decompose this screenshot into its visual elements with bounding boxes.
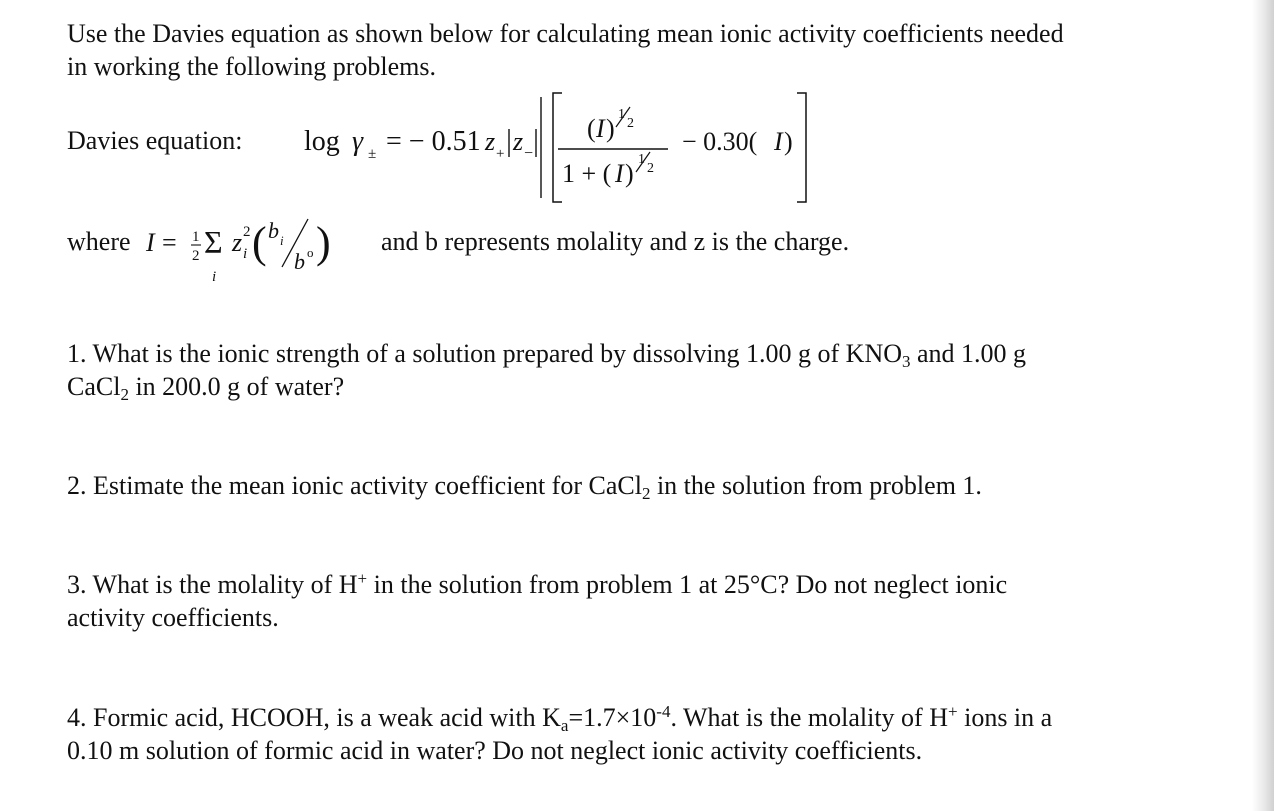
question-1-line-2-cont: in 200.0 g of water? [128,372,345,401]
intro-line-1: Use the Davies equation as shown below for calculating mean ionic activity coefficients needed [67,19,1064,48]
question-4-subscript: a [560,716,569,735]
question-4-text-mid-2: . What is the molality of H [670,703,948,732]
svg-text:1: 1 [192,229,200,245]
intro-paragraph [67,17,1064,83]
svg-text:i: i [280,233,284,248]
question-2-text-cont: in the solution from problem 1. [650,471,982,500]
svg-text:±: ± [368,146,377,162]
question-3-line-2: activity coefficients. [67,603,279,632]
question-1-subscript: 3 [902,352,911,371]
svg-text:− 0.30(: − 0.30( [682,127,758,156]
svg-text:i: i [243,246,248,262]
question-4-text-mid: =1.7×10 [568,703,657,732]
svg-text:): ) [625,159,634,188]
question-1-text: 1. What is the ionic strength of a solution prepared by dissolving 1.00 g of KNO [67,339,903,368]
svg-text:i: i [212,269,217,285]
question-4 [67,701,1052,767]
question-2-text: 2. Estimate the mean ionic activity coefficient for CaCl [67,471,642,500]
svg-text:): ) [784,127,793,156]
svg-text:b: b [268,218,279,243]
question-4-exponent: -4 [656,702,671,721]
svg-text:−: − [524,145,534,162]
svg-text:=: = [162,228,177,257]
ionic-strength-formula [142,205,377,287]
svg-text:+: + [496,146,505,162]
svg-text:I: I [146,228,155,257]
davies-equation-label: Davies equation: [67,126,243,155]
svg-text:(: ( [587,114,596,143]
svg-text:1 + (: 1 + ( [562,159,612,188]
svg-text:log: log [304,126,340,157]
svg-text:2: 2 [243,224,251,240]
svg-text:1: 1 [618,107,625,122]
svg-text:): ) [606,114,615,143]
where-label: where [67,227,131,256]
svg-text:(: ( [252,218,267,267]
question-4-text-cont: ions in a [957,703,1053,732]
svg-text:): ) [316,218,331,267]
svg-text:2: 2 [627,116,634,131]
question-3 [67,568,1007,634]
question-1 [67,337,1026,403]
svg-text:Σ: Σ [204,224,223,260]
svg-text:1: 1 [638,152,645,167]
svg-text:I: I [615,159,624,188]
svg-text:I: I [596,114,605,143]
svg-text:2: 2 [192,248,200,264]
question-3-superscript: + [357,569,368,588]
question-2-subscript: 2 [641,484,651,503]
davies-equation-formula [300,85,815,205]
question-1-line-2: CaCl [67,372,121,401]
question-4-superscript: + [948,702,958,721]
question-3-text-cont: in the solution from problem 1 at 25°C? Do not neglect ionic [367,570,1008,599]
page-edge-shadow [1252,0,1274,811]
svg-text:z: z [232,228,243,257]
svg-text:o: o [307,245,314,260]
svg-text:b: b [294,249,305,274]
question-1-line-2-subscript: 2 [120,385,129,404]
question-3-text: 3. What is the molality of H [67,570,358,599]
svg-text:z: z [485,127,496,156]
question-4-line-2: 0.10 m solution of formic acid in water? Do not neglect ionic activity coefficients. [67,736,923,765]
question-1-text-cont: and 1.00 g [910,339,1027,368]
question-2 [67,469,982,502]
svg-text:2: 2 [647,161,654,176]
svg-text:γ: γ [352,126,364,157]
svg-text:I: I [774,127,783,156]
intro-line-2: in working the following problems. [67,52,437,81]
svg-text:z: z [513,127,524,156]
ionic-strength-description: and b represents molality and z is the charge. [381,227,850,256]
question-4-text: 4. Formic acid, HCOOH, is a weak acid with K [67,703,561,732]
svg-text:= − 0.51: = − 0.51 [386,126,481,157]
